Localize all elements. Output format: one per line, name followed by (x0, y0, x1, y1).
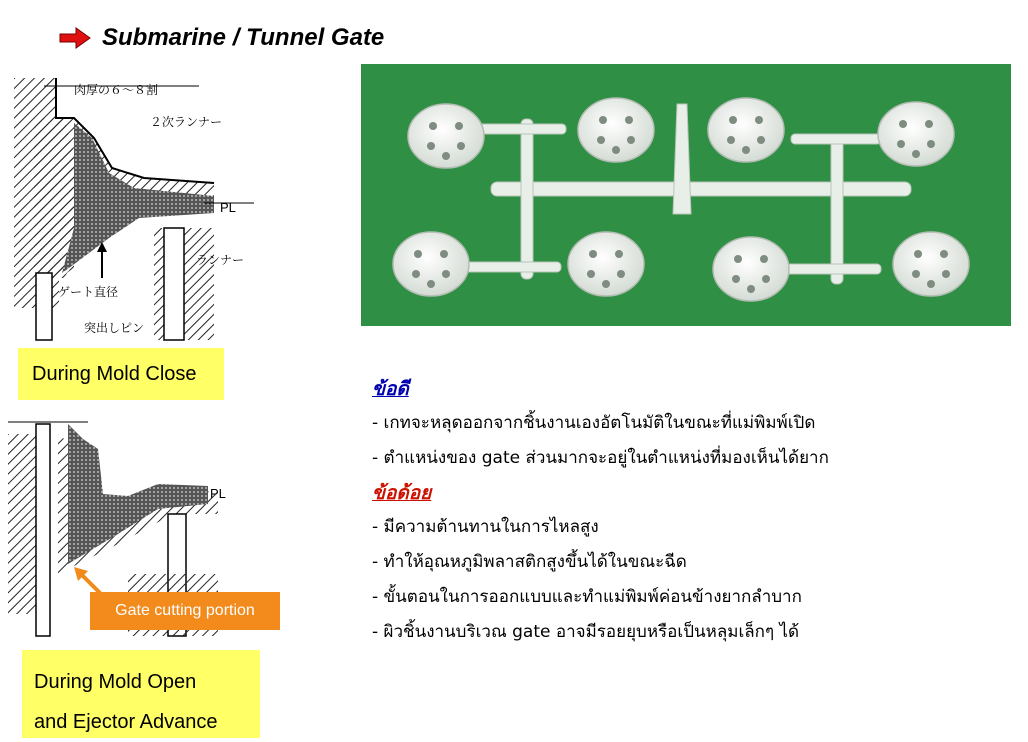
cons-heading: ข้อด้อย (372, 482, 432, 504)
arrow-right-icon (58, 27, 92, 49)
mold-close-diagram (14, 78, 260, 340)
pros-heading: ข้อดี (372, 378, 409, 400)
gate-diameter-label: ゲート直径 (58, 285, 119, 299)
pros-item: - เกทจะหลุดออกจากชิ้นงานเองอัตโนมัติในขณะที่แม่พิมพ์เปิด (372, 413, 816, 433)
page-title: Submarine / Tunnel Gate (102, 24, 385, 51)
cons-item: - ผิวชิ้นงานบริเวณ gate อาจมีรอยยุบหรือเป็นหลุมเล็กๆ ได้ (372, 622, 800, 642)
cons-item: - ทำให้อุณหภูมิพลาสติกสูงขึ้นได้ในขณะฉีด (372, 552, 687, 572)
mold-open-caption-line1: During Mold Open (34, 671, 197, 693)
runner-label: ランナー (196, 253, 245, 267)
mold-close-caption: During Mold Close (18, 348, 224, 400)
parting-line-label: PL (220, 200, 236, 215)
mold-open-caption (22, 650, 260, 738)
mold-open-caption-line2: and Ejector Advance (34, 711, 218, 733)
ejector-pin-label: 突出しピン (84, 321, 145, 335)
wall-thickness-label: 肉厚の６～８割 (74, 83, 159, 97)
parting-line-label-open: PL (210, 486, 226, 501)
molded-parts-photo (361, 64, 1011, 326)
secondary-runner-label: ２次ランナー (150, 115, 223, 129)
page-header (58, 22, 384, 54)
cons-item: - มีความต้านทานในการไหลสูง (372, 517, 599, 537)
cons-item: - ขั้นตอนในการออกแบบและทำแม่พิมพ์ค่อนข้างยากลำบาก (372, 587, 802, 607)
pros-item: - ตำแหน่งของ gate ส่วนมากจะอยู่ในตำแหน่งที่มองเห็นได้ยาก (372, 448, 829, 468)
pros-cons-section (372, 372, 1012, 650)
gate-cutting-callout: Gate cutting portion (90, 592, 280, 630)
